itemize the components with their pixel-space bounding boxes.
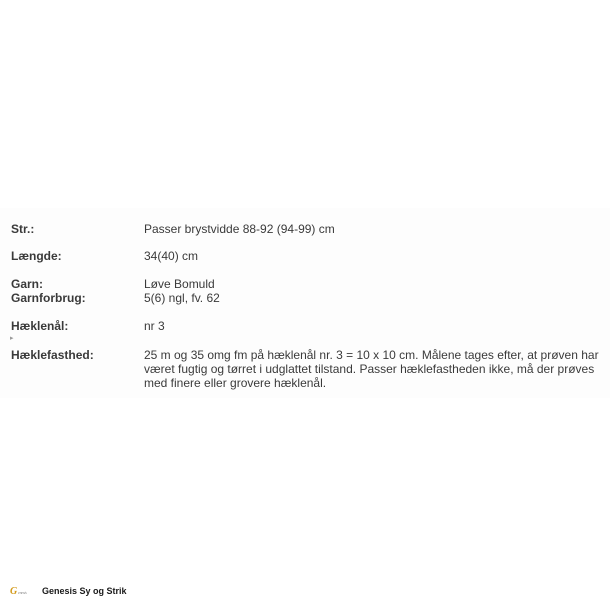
genesis-logo xyxy=(10,586,34,597)
yarn-usage-label: Garnforbrug: xyxy=(11,291,86,305)
yarn-value: Løve Bomuld xyxy=(144,277,215,291)
small-arrow-icon: ▸ xyxy=(10,335,14,342)
footer xyxy=(10,584,127,598)
hook-label: Hæklenål: xyxy=(11,319,69,333)
logo-g-icon: G xyxy=(10,585,18,597)
yarn-usage-value: 5(6) ngl, fv. 62 xyxy=(144,291,220,305)
length-label: Længde: xyxy=(11,249,62,263)
size-value: Passer brystvidde 88-92 (94-99) cm xyxy=(144,222,335,236)
logo-wordmark: enesis xyxy=(18,589,27,595)
shop-name: Genesis Sy og Strik xyxy=(42,586,127,596)
size-label: Str.: xyxy=(11,222,35,236)
yarn-label: Garn: xyxy=(11,277,44,291)
hook-value: nr 3 xyxy=(144,319,165,333)
length-value: 34(40) cm xyxy=(144,249,199,263)
gauge-label: Hæklefasthed: xyxy=(11,348,94,362)
gauge-value: 25 m og 35 omg fm på hæklenål nr. 3 = 10 x 10 cm. Målene tages efter, at prøven har været fugtig og tørret i udglattet tilstand. Passer hæklefastheden ikke, må der prøves med finere eller grovere hæklenål. xyxy=(144,348,599,390)
